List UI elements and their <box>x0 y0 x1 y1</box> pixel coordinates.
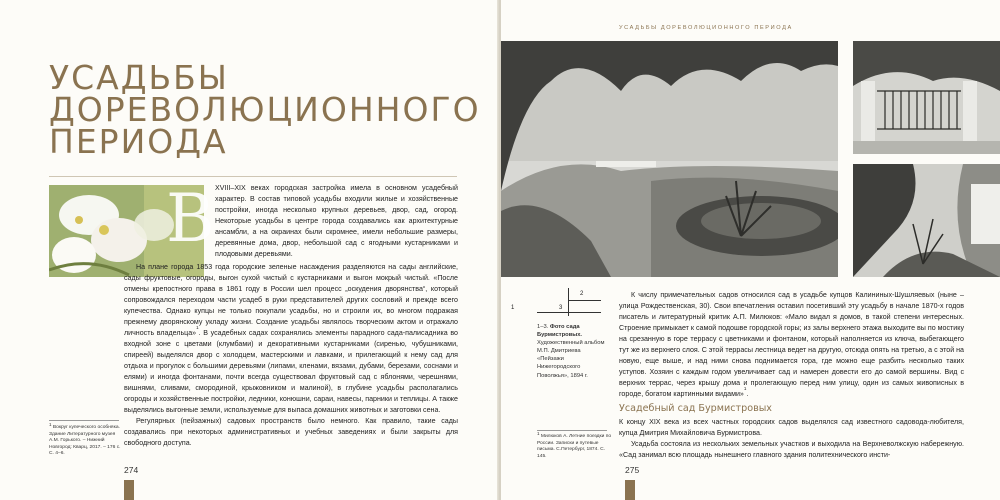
page-number-right: 275 <box>625 465 640 475</box>
footnote-rule <box>49 420 119 421</box>
caption-text: Художественный альбом М.П. Дмитриева «Пейзажи Нижегородского Поволжья», 1894 г. <box>537 340 605 379</box>
garden-image-2 <box>853 41 1000 154</box>
footnote-number: 1 <box>49 422 52 427</box>
paragraph-1-part-b: . В усадебных садах сохранялись элементы парадного сада-палисадника во входной зоне с цветами (клумбами) и декоративными кустарниками (сиренью, чубушниками, спиреей) выделялся двор с холодцем, мастерскими и лавками, и прилегающий к нему сад для отдыха и прогулок с большими деревьями (липами, кленами, вязами, дубами, березами, соснами и елями) и иногда фонтанами, почти всегда существовал фруктовый сад с яблонями, черешнями, вишнями, сливами, смородиной, крыжовником и малиной), в глубине усадьбы располагались огороды и хозяйственные постройки, ледники, конюшни, сараи, навесы, парники и теплицы. А также выделялись выгонные земли, используемые для выпаса домашних животных и заготовки сена. <box>124 329 459 414</box>
garden-image-1 <box>501 41 838 277</box>
footnote-text: Вокруг купеческого особняка. Здание Литературного музея А.М. Горького. – Нижний Новгород: Кварц, 2017. – 176 с. С. 4–6. <box>49 425 121 457</box>
body-text-right-2 <box>619 417 964 461</box>
key-horizontal-rule <box>568 300 601 301</box>
title-line-2: ДОРЕВОЛЮЦИОННОГО <box>49 90 481 129</box>
paragraph-1-part-a: На плане города 1853 года городские зеленые насаждения разделяются на сады английские, сады фруктовые, огороды, выгон сухой чистый с кустарниками и выгон мокрый чистый. «После отмены крепостного права в 1861 году в России шел процесс „оскудения дворянства“, который сопровождался переходом части усадеб в руки представителей других сословий и прежде всего купечества. Однако купцы не только покупали усадьбы, но и строили их, во многом подражая прежнему дворянскому укладу жизни. Создание усадьбы являлось творческим актом и отражало личность владельца» <box>124 263 458 337</box>
page-edge-marker <box>124 480 134 500</box>
right-paragraph-3: Усадьба состояла из нескольких земельных участков и выходила на Верхневолжскую набережную. «Сад занимал всю площадь нынешнего главного здания политехнического инсти- <box>619 440 964 459</box>
photo-key-diagram <box>537 288 603 316</box>
key-number-1: 1 <box>511 305 515 311</box>
key-bottom-rule <box>537 312 601 313</box>
garden-photo-2 <box>853 41 1000 154</box>
page-title <box>49 58 481 161</box>
title-line-1: УСАДЬБЫ <box>49 58 229 97</box>
right-page <box>501 0 1000 500</box>
left-page <box>0 0 499 500</box>
page-edge-marker-right <box>625 480 635 500</box>
right-paragraph-1-text: К числу примечательных садов относился сад в усадьбе купцов Калининых-Шушляевых (ныне – улица Рождественская, 30). Свои впечатления оставил посетивший эту усадьбу в начале 1870-х годов писатель и литературный критик А.П. Милюков: «Мало видал я домов, в такой степени интересных. Строение примыкает к самой подошве городской горы; из залы верхнего этажа выходите вы по мостику на срезанную в горе террасу с цветниками и фонтаном, который наполняется из ключа, выбегающего тут же из верхнего слоя. С этой террасы лестница ведет на другую, отсюда опять на третью, а с этой на новую, еще выше, и над ними снова поднимается гора, где можно еще разбить несколько таких уступов. Хозяин с каждым годом увеличивает сад и намерен довести его до самой вершины. Вид с верхних террас, через крышу дома и пролегающую перед ним улицу, один из самых живописных в городе, богатом картинными видами» <box>619 291 964 398</box>
key-number-3: 3 <box>559 305 563 311</box>
garden-photo-3 <box>853 164 1000 277</box>
section-subhead: Усадебный сад Бурмистровых <box>619 403 772 414</box>
footnote-text-right: Милюков А. Летние поездки по России. Записки и путевые письма. С.Петербург, 1874. С. 145. <box>537 434 612 459</box>
key-number-2: 2 <box>580 291 584 297</box>
right-footnote-ref-1: 1 <box>743 386 747 391</box>
footnote-ref-1: 1 <box>196 325 199 330</box>
garden-photo-1 <box>501 41 838 277</box>
footnote-rule-right <box>537 430 607 431</box>
running-head: УСАДЬБЫ ДОРЕВОЛЮЦИОННОГО ПЕРИОДА <box>619 25 793 31</box>
right-paragraph-1: К числу примечательных садов относился сад в усадьбе купцов Калининых-Шушляевых (ныне – улица Рождественская, 30). Свои впечатления оставил посетивший эту усадьбу в начале 1870-х годов писатель и литературный критик А.П. Милюков: «Мало видал я домов, в такой степени интересных. Строение примыкает к самой подошве городской горы; из залы верхнего этажа выходите вы по мостику на срезанную в горе террасу с цветниками и фонтаном, который наполняется из ключа, выбегающего тут же из верхнего слоя. С этой террасы лестница ведет на другую, отсюда опять на третью, а с этой на новую, еще выше, и над ними снова поднимается гора, где можно еще разбить несколько таких уступов. Хозяин с каждым годом увеличивает сад и намерен довести его до самой вершины. Вид с верхних террас, через крышу дома и пролегающую перед ним улицу, один из самых живописных в городе, богатом картинными видами»$^1$. <box>619 291 964 398</box>
lead-paragraph: XVIII–XIX веках городская застройка имела в основном усадебный характер. В состав типовой усадьбы входили жилые и хозяйственные постройки, иногда несколько крупных деревьев, двор, сад, огород. Некоторые усадьбы в центре города создавались как архитектурные ансамбли, а на окраинах были скромнее, имели небольшие размеры, деревянные дома, двор, небольшой сад с ягодными кустарниками и плодовыми деревьями. <box>215 184 458 258</box>
drop-cap: В <box>166 180 215 257</box>
paragraph-2: Регулярных (пейзажных) садовых пространств было немного. Как правило, такие сады создавались при некоторых административных и учебных заведениях и были закрыты для свободного доступа. <box>124 417 458 447</box>
page-number-left: 274 <box>124 465 139 475</box>
caption-title: Фото сада Бурмистровых. <box>537 324 583 339</box>
footnote <box>49 422 125 458</box>
footnote-right <box>537 431 613 460</box>
paragraph-1 <box>124 262 458 416</box>
body-text-right <box>619 290 964 400</box>
title-rule <box>49 176 457 177</box>
footnote-number-right: 1 <box>537 431 540 436</box>
title-line-3: ПЕРИОДА <box>49 122 228 161</box>
body-text-left <box>124 262 458 449</box>
caption-number: 1–3. <box>537 324 549 330</box>
photo-caption <box>537 323 607 380</box>
garden-image-3 <box>853 164 1000 277</box>
right-paragraph-2: К концу XIX века из всех частных городских садов выделялся сад известного садовода-любителя, купца Дмитрия Михайловича Бурмистрова. <box>619 418 964 437</box>
